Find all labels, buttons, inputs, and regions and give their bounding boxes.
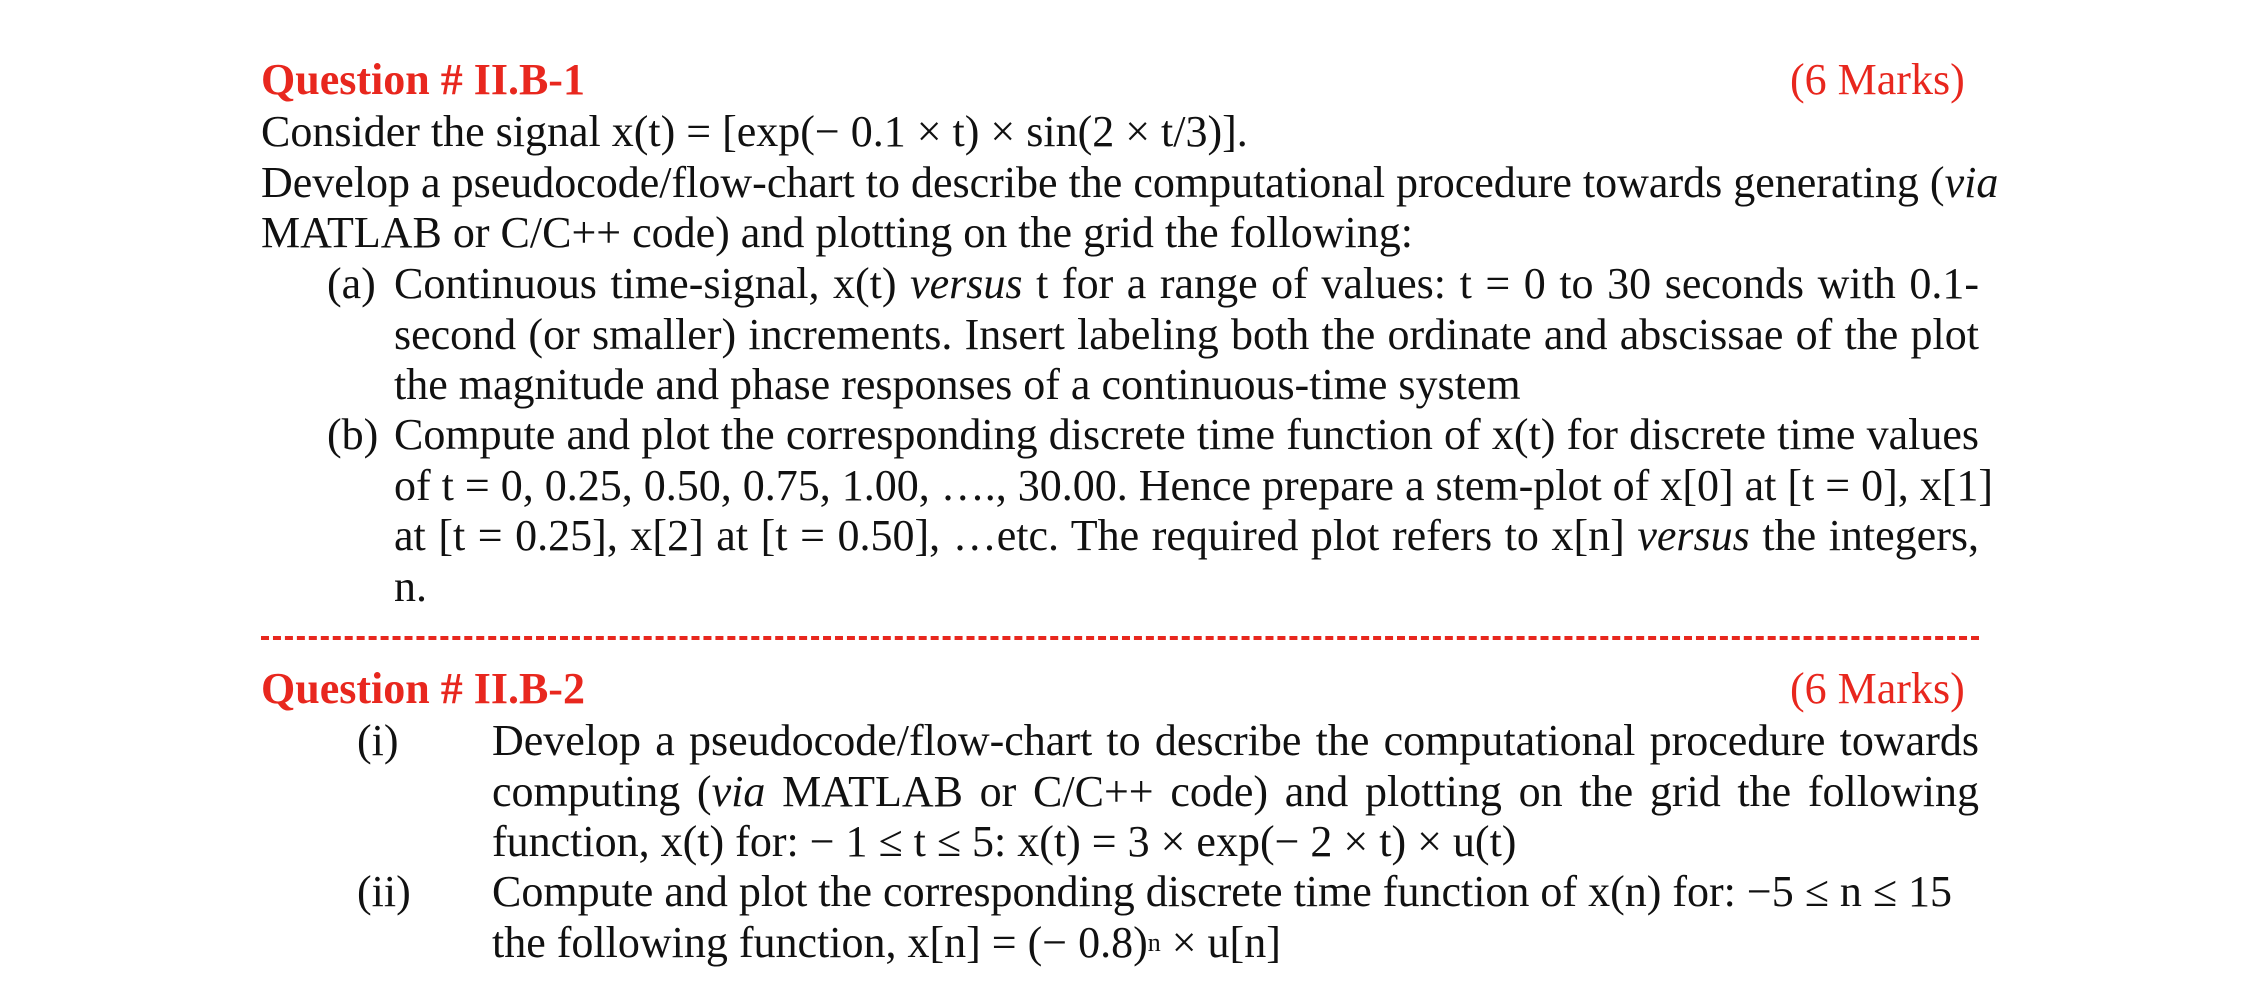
part-a-line-1: Continuous time-signal, x(t) versus t for a range of values: t = 0 to 30 seconds with 0.1-	[394, 259, 1980, 308]
part-ii-label: (ii)	[357, 867, 411, 916]
part-i-line-1: Develop a pseudocode/flow-chart to describe the computational procedure towards	[492, 716, 1979, 765]
part-b-line-4: n.	[394, 562, 427, 611]
part-a-label: (a)	[327, 259, 376, 308]
part-b-line-2: of t = 0, 0.25, 0.50, 0.75, 1.00, …., 30.00. Hence prepare a stem-plot of x[0] at [t = 0], x[1]	[394, 461, 1994, 510]
question-1-signal: Consider the signal x(t) = [exp(− 0.1 × t) × sin(2 × t/3)].	[261, 107, 1248, 156]
part-i-line-2: computing (via MATLAB or C/C++ code) and plotting on the grid the following	[492, 767, 1979, 816]
question-1-develop-line-1: Develop a pseudocode/flow-chart to describe the computational procedure towards generating (via	[261, 158, 1999, 207]
part-b-label: (b)	[327, 410, 379, 459]
part-b-line-3: at [t = 0.25], x[2] at [t = 0.50], …etc. The required plot refers to x[n] versus the integers,	[394, 511, 1979, 560]
question-2-title: Question # II.B-2	[261, 664, 585, 713]
question-1-marks: (6 Marks)	[1790, 55, 1965, 104]
part-a-line-3: the magnitude and phase responses of a continuous-time system	[394, 360, 1521, 409]
question-1-title: Question # II.B-1	[261, 55, 585, 104]
question-2-marks: (6 Marks)	[1790, 664, 1965, 713]
part-ii-line-1: Compute and plot the corresponding discrete time function of x(n) for: −5 ≤ n ≤ 15	[492, 867, 1953, 916]
question-1-develop-line-2: MATLAB or C/C++ code) and plotting on the grid the following:	[261, 208, 1413, 257]
part-a-line-2: second (or smaller) increments. Insert labeling both the ordinate and abscissae of the plot	[394, 310, 1979, 359]
section-divider	[261, 636, 1979, 640]
part-i-label: (i)	[357, 716, 399, 765]
part-ii-line-2: the following function, x[n] = (− 0.8)$^n$ × u[n]	[492, 918, 1281, 967]
part-b-line-1: Compute and plot the corresponding discrete time function of x(t) for discrete time values	[394, 410, 1979, 459]
part-i-line-3: function, x(t) for: − 1 ≤ t ≤ 5: x(t) = 3 × exp(− 2 × t) × u(t)	[492, 817, 1517, 866]
